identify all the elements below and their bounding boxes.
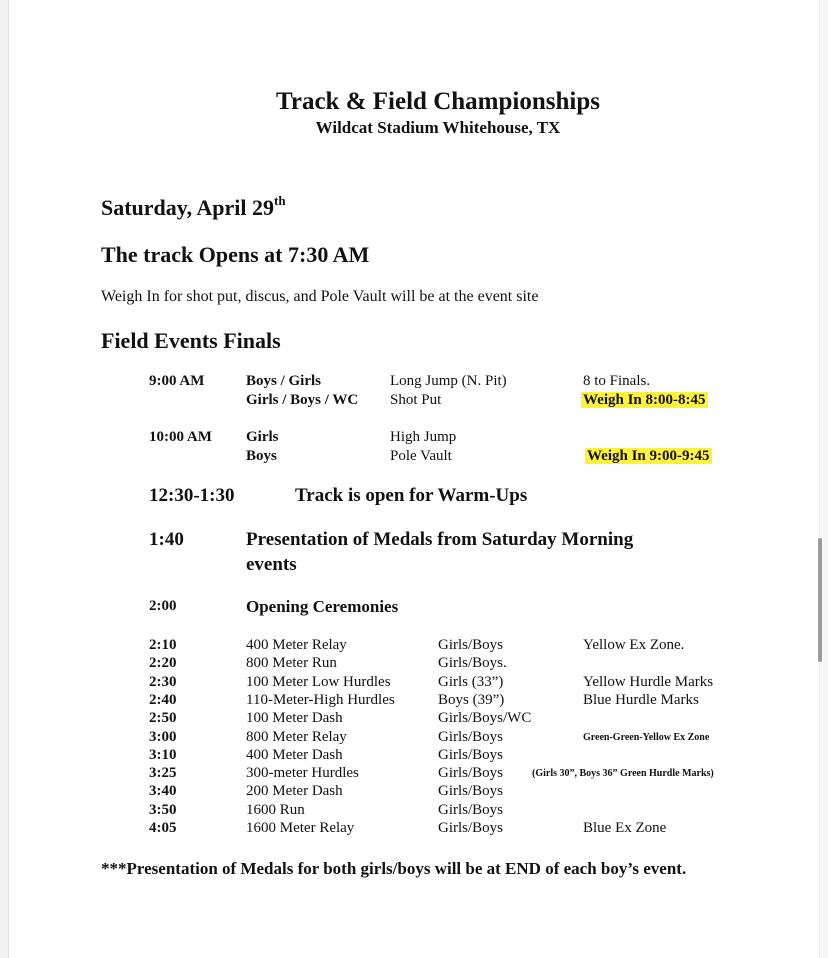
event-date-text: Saturday, April 29 <box>101 195 274 220</box>
schedule-row <box>0 655 828 673</box>
schedule-row <box>0 802 828 820</box>
schedule-row <box>0 637 828 655</box>
medals-morning-line1: Presentation of Medals from Saturday Morning <box>246 529 634 550</box>
schedule-event: 110-Meter-High Hurdles <box>246 691 395 708</box>
schedule-event: 1600 Meter Relay <box>246 820 355 836</box>
page-title: Track & Field Championships <box>276 88 600 115</box>
field-session-division: Girls / Boys / WC <box>246 392 359 408</box>
field-events-heading: Field Events Finals <box>101 328 281 353</box>
field-session-division: Boys <box>246 448 277 464</box>
schedule-event: 1600 Run <box>246 801 305 818</box>
page-subtitle: Wildcat Stadium Whitehouse, TX <box>315 118 561 137</box>
ceremonies-time: 2:00 <box>149 598 177 614</box>
ceremonies-text: Opening Ceremonies <box>246 597 399 616</box>
schedule-gender: Girls/Boys <box>438 637 504 653</box>
schedule-note: Blue Hurdle Marks <box>583 691 699 708</box>
schedule-row <box>0 765 828 783</box>
schedule-note: (Girls 30”, Boys 36” Green Hurdle Marks) <box>532 768 714 780</box>
schedule-gender: Girls/Boys <box>438 783 504 800</box>
schedule-gender: Girls (33”) <box>438 673 504 690</box>
schedule-note: Yellow Hurdle Marks <box>583 673 714 690</box>
schedule-gender: Girls/Boys. <box>438 655 507 672</box>
schedule-event: 800 Meter Relay <box>246 728 347 745</box>
medals-morning-time: 1:40 <box>149 529 184 550</box>
schedule-time: 3:10 <box>149 746 177 763</box>
field-session-time: 10:00 AM <box>149 429 212 445</box>
schedule-time: 2:30 <box>149 673 177 690</box>
field-session-time: 9:00 AM <box>149 373 205 389</box>
field-session-division: Girls <box>246 429 279 445</box>
schedule-row <box>0 674 828 692</box>
schedule-event: 400 Meter Dash <box>246 746 343 763</box>
schedule-gender: Girls/Boys <box>438 801 504 818</box>
footer-note: ***Presentation of Medals for both girls/boys will be at END of each boy’s event. <box>101 859 687 878</box>
schedule-time: 3:25 <box>149 765 177 782</box>
schedule-time: 3:40 <box>149 783 177 800</box>
schedule-event: 800 Meter Run <box>246 655 337 672</box>
weigh-in-badge <box>585 448 712 465</box>
schedule-time: 2:50 <box>149 710 177 727</box>
field-session-event: Pole Vault <box>390 448 452 464</box>
schedule-time: 2:10 <box>149 637 177 653</box>
field-session-event: Long Jump (N. Pit) <box>390 373 507 389</box>
field-session-division: Boys / Girls <box>246 373 322 389</box>
schedule-time: 3:00 <box>149 728 177 745</box>
weigh-in-highlight: Weigh In 8:00-8:45 <box>583 392 706 408</box>
schedule-row <box>0 692 828 710</box>
schedule-event: 100 Meter Dash <box>246 710 343 727</box>
field-session-event: High Jump <box>390 429 457 445</box>
schedule-note: Yellow Ex Zone. <box>583 637 685 653</box>
schedule-row <box>0 747 828 765</box>
field-session-note: 8 to Finals. <box>583 373 651 389</box>
schedule-row <box>0 710 828 728</box>
schedule-note: Green-Green-Yellow Ex Zone <box>583 731 710 743</box>
medals-morning-line2: events <box>246 554 297 575</box>
schedule-time: 2:20 <box>149 655 177 672</box>
schedule-event: 100 Meter Low Hurdles <box>246 673 391 690</box>
schedule-note: Blue Ex Zone <box>583 820 667 836</box>
schedule-gender: Girls/Boys <box>438 746 504 763</box>
schedule-gender: Girls/Boys <box>438 765 504 782</box>
schedule-gender: Girls/Boys <box>438 820 504 836</box>
schedule-time: 3:50 <box>149 801 177 818</box>
schedule-row <box>0 820 828 838</box>
schedule-event: 400 Meter Relay <box>246 637 347 653</box>
schedule-event: 200 Meter Dash <box>246 783 343 800</box>
track-opens-heading: The track Opens at 7:30 AM <box>101 242 370 267</box>
schedule-time: 2:40 <box>149 691 177 708</box>
schedule-row <box>0 729 828 747</box>
schedule-row <box>0 783 828 801</box>
schedule-event: 300-meter Hurdles <box>246 765 359 782</box>
weigh-in-highlight: Weigh In 9:00-9:45 <box>587 448 710 464</box>
warmups-time: 12:30-1:30 <box>149 485 235 506</box>
field-session-event: Shot Put <box>390 392 442 408</box>
warmups-text: Track is open for Warm-Ups <box>295 485 528 506</box>
weigh-in-note: Weigh In for shot put, discus, and Pole Vault will be at the event site <box>101 288 539 305</box>
event-date-suffix: th <box>273 193 286 208</box>
event-date <box>101 195 286 221</box>
weigh-in-badge <box>581 392 708 409</box>
schedule-gender: Girls/Boys/WC <box>438 710 532 727</box>
schedule-gender: Girls/Boys <box>438 728 504 745</box>
schedule-gender: Boys (39”) <box>438 691 505 708</box>
schedule-time: 4:05 <box>149 820 177 836</box>
